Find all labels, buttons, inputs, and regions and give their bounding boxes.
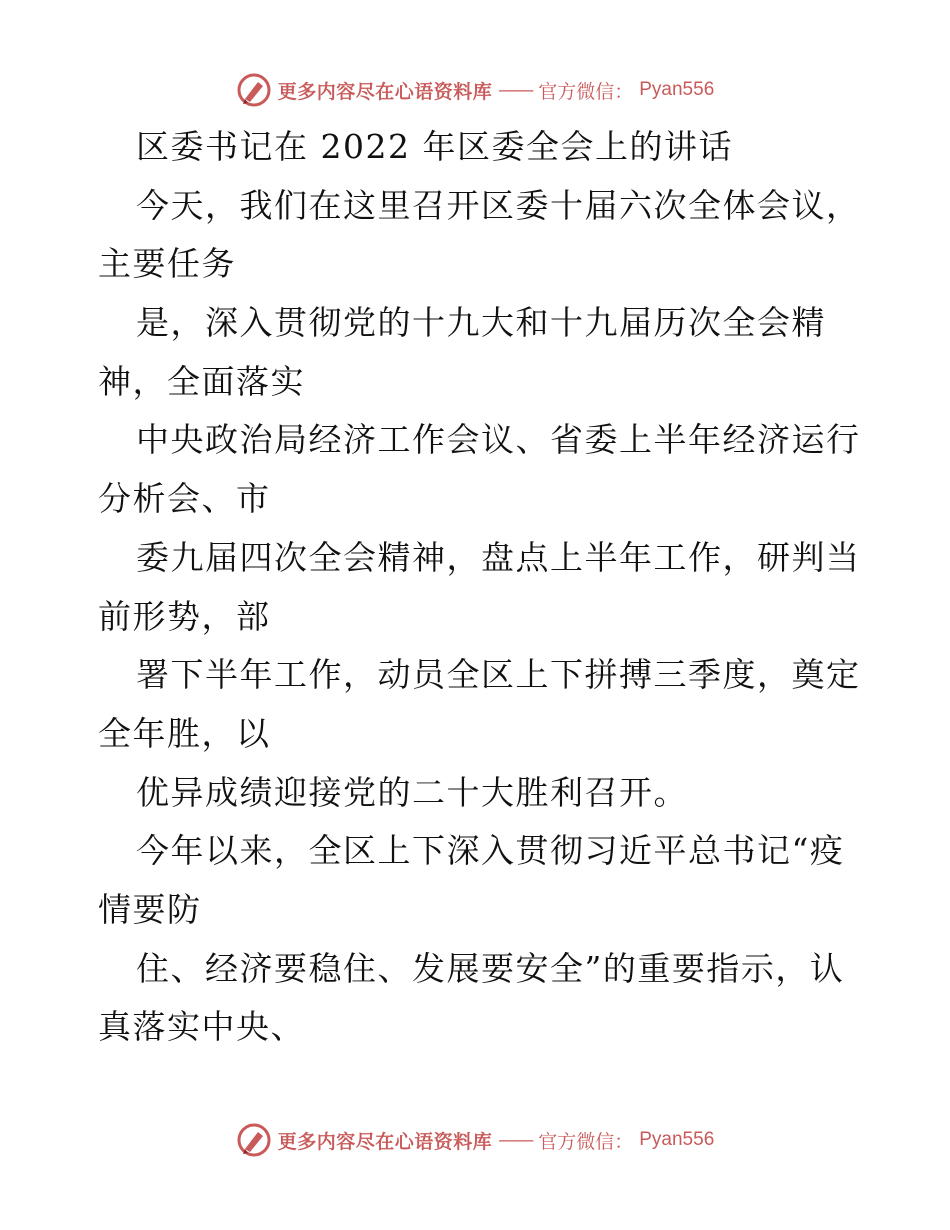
- watermark-dash: ——: [498, 79, 533, 101]
- text-line: 今天，我们在这里召开区委十届六次全体会议，: [136, 185, 861, 225]
- text-line: 住、经济要稳住、发展要安全”的重要指示，认: [136, 948, 845, 988]
- document-title: 区委书记在 2022 年区委全会上的讲话: [136, 127, 733, 166]
- text-line: 优异成绩迎接党的二十大胜利召开。: [136, 772, 688, 812]
- text-line: 委九届四次全会精神，盘点上半年工作，研判当: [136, 537, 861, 577]
- text-line: 署下半年工作，动员全区上下拼搏三季度，奠定: [136, 655, 861, 695]
- pen-logo-icon: [236, 1122, 272, 1158]
- text-line: 情要防: [98, 889, 202, 929]
- pen-logo-icon: [236, 72, 272, 108]
- watermark-wechat-id: Pyan556: [639, 1129, 715, 1150]
- watermark-brand-text: 更多内容尽在心语资料库: [277, 1130, 493, 1153]
- text-line: 中央政治局经济工作会议、省委上半年经济运行: [136, 420, 861, 460]
- document-body: [98, 118, 861, 1057]
- watermark-wechat-label: 官方微信：: [538, 80, 634, 103]
- header-watermark: [0, 70, 950, 110]
- footer-watermark: [0, 1120, 950, 1160]
- watermark-wechat-id: Pyan556: [639, 79, 715, 100]
- text-line: 主要任务: [98, 244, 236, 284]
- text-line: 全年胜，以: [98, 713, 271, 753]
- text-line: 分析会、市: [98, 479, 271, 519]
- watermark-brand-text: 更多内容尽在心语资料库: [277, 80, 493, 103]
- watermark-wechat-label: 官方微信：: [538, 1130, 634, 1153]
- text-line: 是，深入贯彻党的十九大和十九届历次全会精: [136, 303, 826, 343]
- text-line: 真落实中央、: [98, 1007, 305, 1047]
- text-line: 今年以来，全区上下深入贯彻习近平总书记“疫: [136, 831, 845, 871]
- text-line: 神，全面落实: [98, 361, 305, 401]
- text-line: 前形势，部: [98, 596, 271, 636]
- watermark-dash: ——: [498, 1129, 533, 1151]
